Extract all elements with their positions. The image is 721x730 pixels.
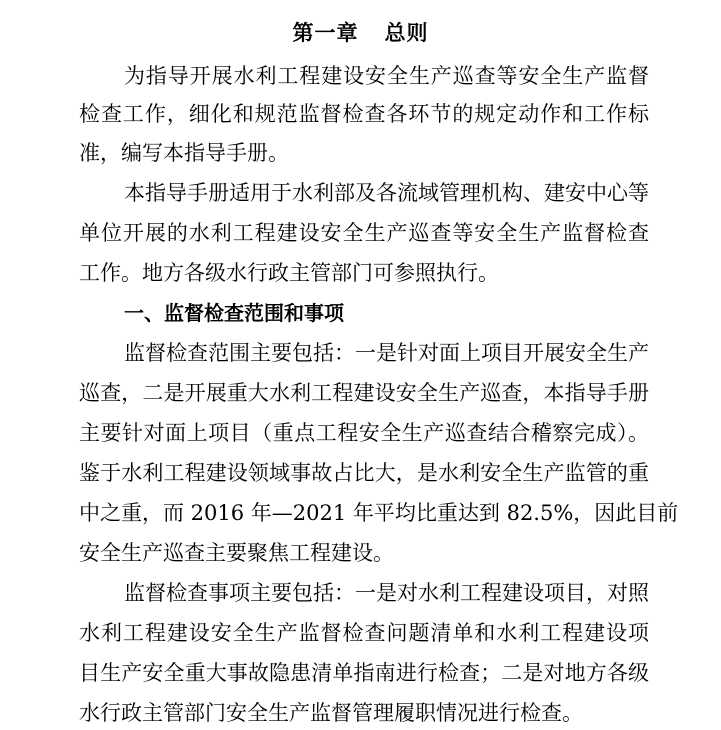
paragraph-line: 目生产安全重大事故隐患清单指南进行检查；二是对地方各级 <box>79 661 649 685</box>
paragraph-line: 单位开展的水利工程建设安全生产巡查等安全生产监督检查 <box>79 221 649 245</box>
paragraph-line: 安全生产巡查主要聚焦工程建设。 <box>79 541 394 565</box>
paragraph-line: 本指导手册适用于水利部及各流域管理机构、建安中心等 <box>124 181 649 205</box>
paragraph-line: 鉴于水利工程建设领域事故占比大，是水利安全生产监管的重 <box>79 461 649 485</box>
chapter-title <box>0 19 721 47</box>
paragraph-line: 监督检查事项主要包括：一是对水利工程建设项目，对照 <box>124 581 649 605</box>
paragraph-line: 主要针对面上项目（重点工程安全生产巡查结合稽察完成）。 <box>79 421 649 445</box>
chapter-number: 第一章 <box>292 21 359 45</box>
paragraph-line: 巡查，二是开展重大水利工程建设安全生产巡查，本指导手册 <box>79 381 649 405</box>
paragraph-line: 检查工作，细化和规范监督检查各环节的规定动作和工作标 <box>79 102 649 126</box>
section-heading: 一、监督检查范围和事项 <box>124 301 344 325</box>
paragraph-line: 水利工程建设安全生产监督检查问题清单和水利工程建设项 <box>79 621 649 645</box>
paragraph-line: 中之重，而 2016 年—2021 年平均比重达到 82.5%，因此目前 <box>79 501 679 525</box>
paragraph-line: 为指导开展水利工程建设安全生产巡查等安全生产监督 <box>124 64 649 88</box>
paragraph-line: 工作。地方各级水行政主管部门可参照执行。 <box>79 261 499 285</box>
paragraph-line: 监督检查范围主要包括：一是针对面上项目开展安全生产 <box>124 341 649 365</box>
paragraph-line: 水行政主管部门安全生产监督管理履职情况进行检查。 <box>79 701 583 725</box>
paragraph-line: 准，编写本指导手册。 <box>79 141 289 165</box>
chapter-name: 总则 <box>384 21 429 45</box>
